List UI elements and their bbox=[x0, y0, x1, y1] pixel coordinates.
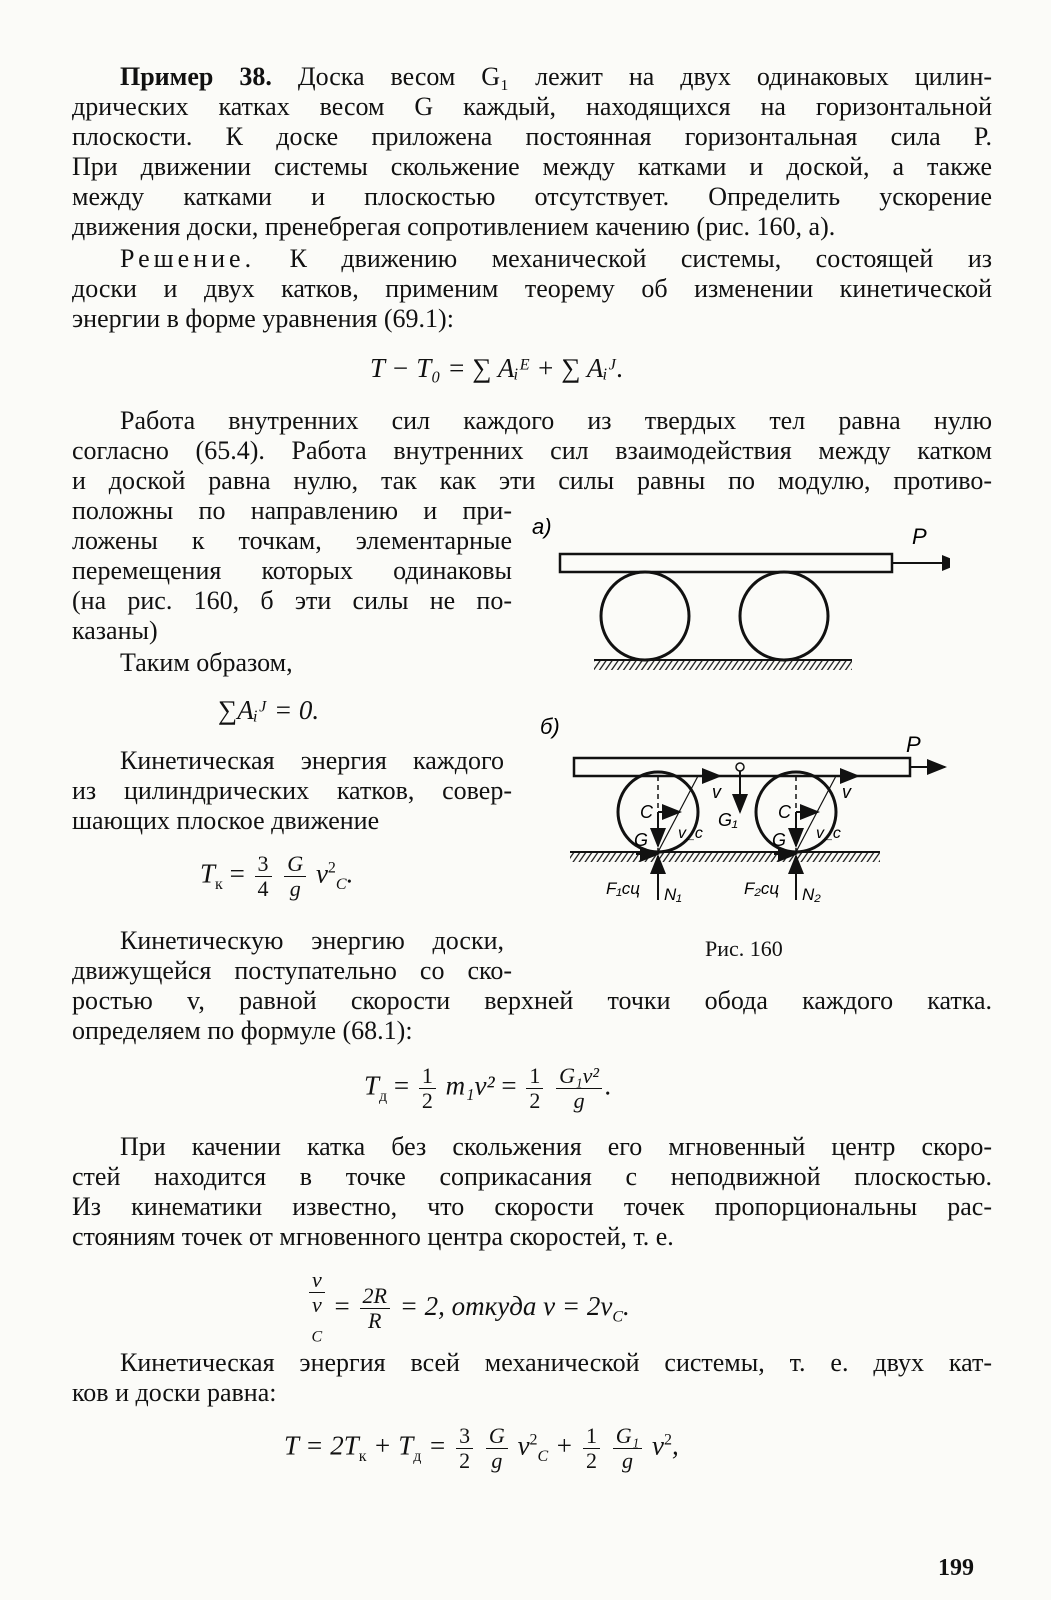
text-line: между катками и плоскостью отсутствует. Определить ускорение bbox=[72, 182, 992, 211]
text-line bbox=[120, 244, 992, 274]
text-line: положны по направлению и при- bbox=[72, 496, 512, 525]
text-line: плоскости. К доске приложена постоянная горизонтальная сила P. bbox=[72, 122, 992, 151]
text-line: Кинетическая энергия каждого bbox=[120, 746, 504, 775]
page-number: 199 bbox=[938, 1555, 974, 1581]
example-heading: Пример 38. bbox=[120, 62, 272, 91]
label-c1: C bbox=[640, 802, 653, 822]
board-a bbox=[560, 554, 892, 572]
text-line: ростью v, равной скорости верхней точки обода каждого катка. bbox=[72, 986, 992, 1015]
text-line: ков и доски равна: bbox=[72, 1378, 277, 1407]
label-a: а) bbox=[532, 514, 552, 539]
text-line: стояниям точек от мгновенного центра скоростей, т. е. bbox=[72, 1222, 674, 1251]
text-line: ложены к точкам, элементарные bbox=[72, 526, 512, 555]
label-g1-board: G₁ bbox=[718, 810, 738, 830]
force-p-label-a: P bbox=[912, 524, 927, 549]
label-f1: F₁сц bbox=[606, 879, 640, 898]
figure-160 bbox=[530, 508, 950, 938]
label-f2: F₂сц bbox=[744, 879, 780, 898]
text-line: При качении катка без скольжения его мгновенный центр скоро- bbox=[120, 1132, 992, 1161]
label-v1: v bbox=[712, 782, 721, 802]
text-line: Таким образом, bbox=[120, 648, 293, 677]
roller-a2 bbox=[740, 572, 828, 660]
label-vc2: v_c bbox=[816, 825, 841, 842]
label-g2: G bbox=[772, 830, 787, 850]
board-center bbox=[736, 763, 744, 771]
text-line: определяем по формуле (68.1): bbox=[72, 1016, 413, 1045]
text-line: Из кинематики известно, что скорости точек пропорциональны рас- bbox=[72, 1192, 992, 1221]
ground-hatch-b bbox=[570, 852, 880, 862]
text-line: энергии в форме уравнения (69.1): bbox=[72, 304, 454, 333]
text-line: доски и двух катков, применим теорему об изменении кинетической bbox=[72, 274, 992, 303]
text-line-content: Доска весом G₁ лежит на двух одинаковых цилин- bbox=[297, 62, 993, 91]
board-b bbox=[574, 758, 910, 776]
equation-total-energy: $T = 2T_к + T_д$ = $\frac{3}{2}$ $\frac{G}{g}$ $v^2_C$ + $\frac{1}{2}$ $\frac{\text{G₁}}{g}$ $v^2$, bbox=[284, 1423, 679, 1473]
label-vc1: v_c bbox=[678, 825, 703, 842]
text-line: движения доски, пренебрегая сопротивлением качению (рис. 160, a). bbox=[72, 212, 836, 241]
text-line: При движении системы скольжение между катками и доской, а также bbox=[72, 152, 992, 181]
solution-heading: Решение. bbox=[120, 244, 256, 273]
text-line: и доской равна нулю, так как эти силы равны по модулю, противо- bbox=[72, 466, 992, 495]
text-line-content: К движению механической системы, состоящей из bbox=[289, 244, 993, 273]
label-v2: v bbox=[842, 782, 851, 802]
text-line: шающих плоское движение bbox=[72, 806, 380, 835]
text-line: перемещения которых одинаковы bbox=[72, 556, 512, 585]
label-g1: G bbox=[634, 830, 649, 850]
text-line: стей находится в точке соприкасания с неподвижной плоскостью. bbox=[72, 1162, 992, 1191]
equation-roller-energy: $T_к$ = $\frac{3}{4}$ $\frac{G}{g}$ $v^2_C$. bbox=[200, 851, 354, 901]
equation-board-energy: $T_д$ = $\frac{1}{2}$ m₁v² = $\frac{1}{2}$ $\frac{\text{G₁v²}}{g}$ . bbox=[364, 1063, 612, 1113]
text-line bbox=[120, 62, 992, 92]
text-line: Кинетическая энергия всей механической системы, т. е. двух кат- bbox=[120, 1348, 992, 1377]
ground-hatch-a bbox=[594, 660, 852, 670]
text-line: (на рис. 160, б эти силы не по- bbox=[72, 586, 512, 615]
label-b: б) bbox=[540, 714, 560, 739]
label-c2: C bbox=[778, 802, 791, 822]
label-n2: N₂ bbox=[802, 885, 821, 904]
text-line: из цилиндрических катков, совер- bbox=[72, 776, 512, 805]
force-p-label-b: P bbox=[906, 732, 921, 757]
equation-velocity-ratio: v v $_C$ = $\frac{2R}{R}$ = 2, откуда $v = 2v_C$. bbox=[306, 1268, 630, 1349]
text-line: Работа внутренних сил каждого из твердых тел равна нулю bbox=[120, 406, 992, 435]
equation-energy-theorem: T − T₀ = ∑ Aᵢᴱ + ∑ Aᵢᴶ. bbox=[370, 353, 624, 383]
roller-a1 bbox=[601, 572, 689, 660]
text-line: движущейся поступательно со ско- bbox=[72, 956, 512, 985]
equation-internal-work: ∑Aᵢᴶ = 0. bbox=[218, 695, 320, 725]
text-line: дрических катках весом G каждый, находящихся на горизонтальной bbox=[72, 92, 992, 121]
label-n1: N₁ bbox=[664, 885, 682, 904]
figure-caption: Рис. 160 bbox=[705, 936, 783, 961]
text-line: Кинетическую энергию доски, bbox=[120, 926, 504, 955]
text-line: казаны) bbox=[72, 616, 158, 645]
text-line: согласно (65.4). Работа внутренних сил взаимодействия между катком bbox=[72, 436, 992, 465]
